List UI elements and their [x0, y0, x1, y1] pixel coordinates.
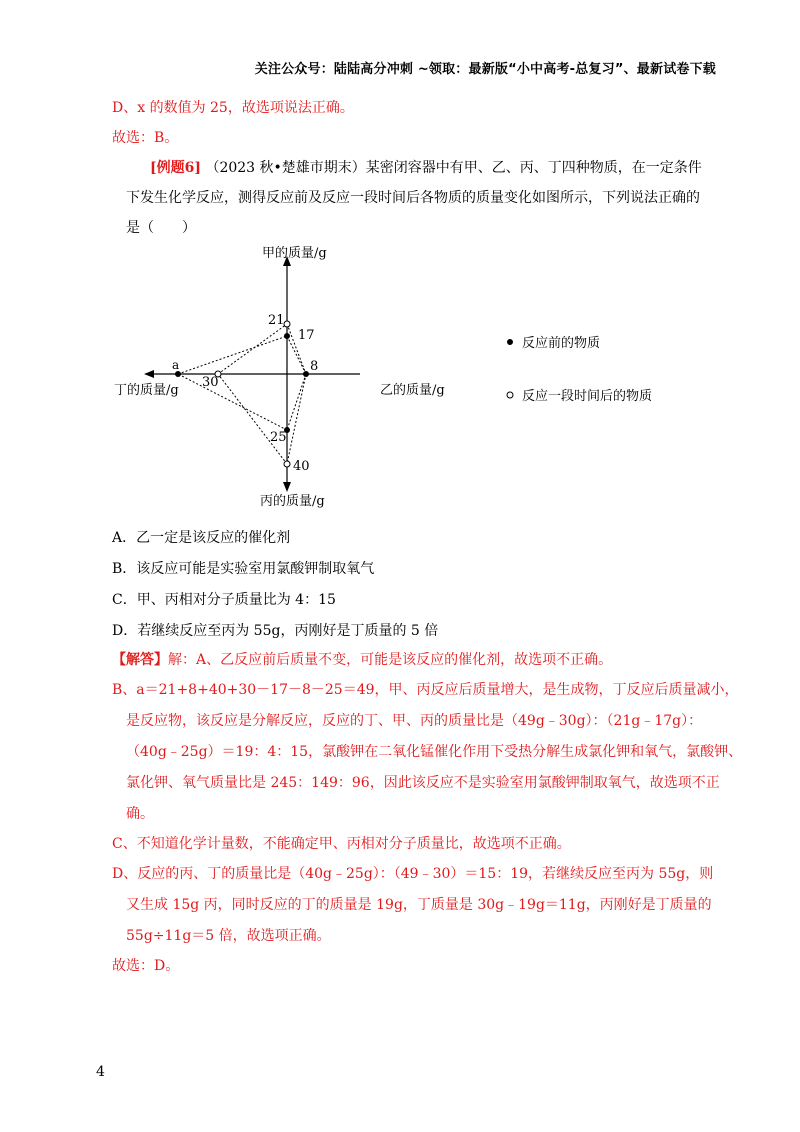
question-text-1: （2023 秋•楚雄市期末）某密闭容器中有甲、乙、丙、丁四种物质，在一定条件 [205, 160, 702, 176]
option-b: B．该反应可能是实验室用氯酸钾制取氧气 [112, 561, 375, 577]
value-label-40: 40 [293, 459, 310, 474]
legend-filled-dot-icon [507, 339, 513, 345]
arrow-left-icon [144, 370, 154, 378]
point-bing-after [284, 461, 290, 467]
point-jia-before [284, 333, 290, 339]
answer-a: 解：A、乙反应前后质量不变，可能是该反应的催化剂，故选项不正确。 [168, 652, 613, 668]
axis-label-bottom: 丙的质量/g [260, 494, 325, 509]
question-line-3: 是（ ） [126, 220, 196, 236]
value-label-17: 17 [298, 328, 315, 343]
legend-after: 反应一段时间后的物质 [522, 389, 653, 404]
legend-open-dot-icon [507, 392, 513, 398]
intro-line-2: 故选：B。 [112, 130, 179, 146]
answer-b-3: （40g﹣25g）＝19：4：15，氯酸钾在二氧化锰催化作用下受热分解生成氯化钾和氧气，氯酸钾、 [126, 744, 743, 760]
answer-c: C、不知道化学计量数，不能确定甲、丙相对分子质量比，故选项不正确。 [112, 836, 571, 852]
point-yi [303, 371, 309, 377]
answer-b-4: 氯化钾、氧气质量比是 245：149：96，因此该反应不是实验室用氯酸钾制取氧气，故选项不正 [126, 775, 720, 791]
value-label-8: 8 [310, 359, 319, 374]
arrow-down-icon [283, 482, 291, 492]
answer-b-5: 确。 [126, 806, 154, 822]
question-tag: [例题6] [150, 160, 201, 176]
answer-b-1: B、a＝21+8+40+30－17－8－25＝49，甲、丙反应后质量增大，是生成物，丁反应后质量减小， [112, 682, 739, 698]
answer-line-1 [112, 650, 612, 670]
page-number: 4 [96, 1064, 105, 1080]
axis-label-top: 甲的质量/g [262, 246, 327, 261]
question-line-2: 下发生化学反应，测得反应前及反应一段时间后各物质的质量变化如图所示，下列说法正确的 [126, 190, 700, 206]
answer-d-1: D、反应的丙、丁的质量比是（40g﹣25g）：（49﹣30）＝15：19，若继续反应至丙为 55g，则 [112, 866, 714, 882]
value-label-21: 21 [268, 313, 285, 328]
option-a: A．乙一定是该反应的催化剂 [112, 530, 291, 546]
option-d: D．若继续反应至丙为 55g，丙刚好是丁质量的 5 倍 [112, 623, 439, 639]
page-header: 关注公众号：陆陆高分冲刺 ~领取：最新版“小中高考-总复习”、最新试卷下载 [254, 62, 716, 77]
answer-tag: 【解答】 [112, 652, 168, 668]
legend-before: 反应前的物质 [522, 336, 601, 351]
answer-final: 故选：D。 [112, 958, 180, 974]
intro-line-1: D、x 的数值为 25，故选项说法正确。 [112, 100, 354, 116]
value-label-25: 25 [270, 430, 287, 445]
point-jia-after [284, 321, 290, 327]
axis-label-left: 丁的质量/g [114, 383, 179, 398]
value-label-30: 30 [202, 375, 219, 390]
value-label-a: a [172, 358, 180, 372]
answer-d-3: 55g÷11g＝5 倍，故选项正确。 [126, 928, 331, 944]
mass-change-diagram [0, 0, 800, 520]
axis-label-right: 乙的质量/g [380, 383, 445, 398]
answer-d-2: 又生成 15g 丙，同时反应的丁的质量是 19g，丁质量是 30g﹣19g＝11g，丙刚好是丁质量的 [126, 897, 712, 913]
answer-b-2: 是反应物，该反应是分解反应，反应的丁、甲、丙的质量比是（49g﹣30g）：（21g﹣17g）： [126, 713, 703, 729]
option-c: C．甲、丙相对分子质量比为 4：15 [112, 592, 336, 608]
